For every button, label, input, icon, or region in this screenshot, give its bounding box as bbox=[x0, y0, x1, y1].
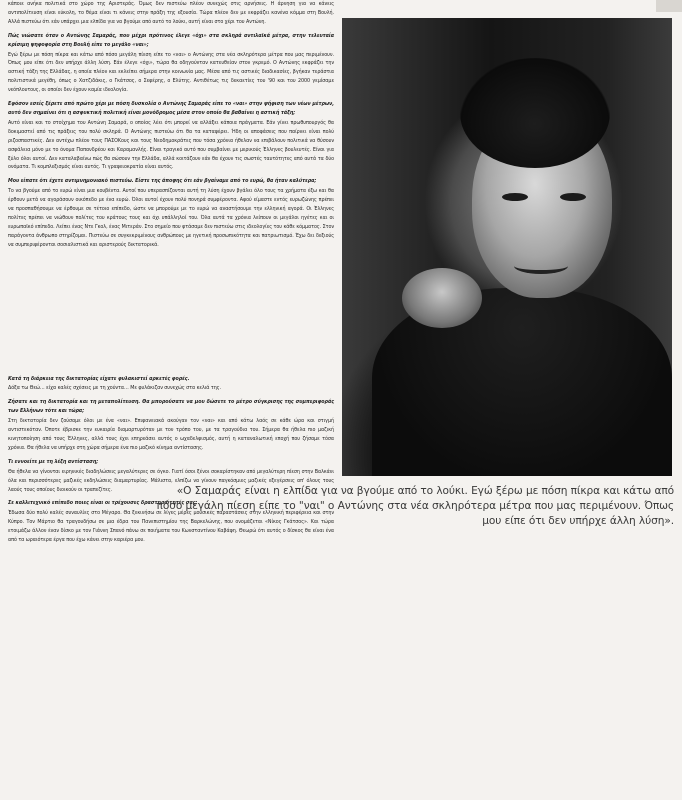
page-tab bbox=[656, 0, 682, 12]
answer-6: Θα ήθελα να γίνονται ειρηνικές διαδηλώσεις μεγαλύτερες σε όγκο. Γιατί όσοι ξένοι σοκαρίστηκαν από μεγαλύτερη πίεση στην Βαλκάνι όλα και περισσότερες μαζικές εκδηλώσεις διαμαρτυρίας. Μάλιστα, ελπίζω να γίνουν παγκόσμιες μαζικές εξεγέρσεις απ' όλους τους λαούς τους οποίους διοικούν οι τραπεζίτες. bbox=[8, 468, 334, 493]
answer-5: Στη δικτατορία δεν ζούσαμε όλοι με ένα «ναι». Επιφανειακά ακούγαν τον «ναι» και από κάτω λαός σε κάθε ώρα και στιγμή αντιστεκόταν. Όποτε έβρισκε την ευκαιρία διαμαρτυρόταν με τον τρόπο του, με τα τραγούδια του. Σήμερα θα ήθελα πιο μαζική κινητοποίηση από τους Έλληνες, αλλά τους έχει επηρεάσει αυτός ο ωχαδελφισμός, αυτή η καταναλωτική εποχή που ζήσαμε τόσα χρόνια. Θα ήθελα να υπήρχε στη χώρα σήμερα ένα πιο μαζικό κίνημα αντίστασης. bbox=[8, 418, 334, 451]
photo-hair-shape bbox=[460, 58, 610, 168]
portrait-photo bbox=[342, 18, 672, 476]
question-3: Μου είπατε ότι έχετε αντιμνημονιακό πιστεύω. Είστε της άποψης ότι εάν βγαίναμε από το ευρώ, θα ήταν καλύτερα; bbox=[8, 178, 317, 185]
answer-1: Εγώ ξέρω με πόση πίκρα και κάτω από πόσο μεγάλη πίεση είπε το «ναι» ο Αντώνης στα νέα σκληρότερα μέτρα που μας περιμένουν. Όπως μου είπε ότι δεν υπήρχε άλλη λύση. Εάν έλεγε «όχι», τώρα θα οδηγούνταν κατευθείαν στον γκρεμό. Ο Αντώνης εκφράζει την αστική τάξη της Ελλάδας, η οποία πλέον και εκλείπει σήμερα στην κοινωνία μας. Μέσα από τις αστικές διαδικασίες, βγήκαν τεράστια πολιτιστικά μεγέθη, όπως ο Χατζιδάκις, ο Γκάτσος, ο Σεφέρης, ο Ελύτης. Αντιθέτως τις δεκαετίες του '90 και του 2000 γεμίσαμε νεόπλουτους, οι οποίοι δεν έχουν καμία ιδεολογία. bbox=[8, 51, 334, 94]
question-6: Τι εννοείτε με τη λέξη αντίσταση; bbox=[8, 458, 99, 465]
intro-paragraph: κάποιε ανήκα πολιτικά στο χώρο της Αριστεράς. Όμως δεν πιστεύω πλέον συνεχώς στις αρνήσεις. Η άρνηση για να κάνεις αντιπολίτευση είναι εύκολη, το θέμα είναι τι κάνεις στην πράξη της εξουσία. Τώρα πλέον δεν με εκφράζει κανένα κόμμα στη Βουλή. Αλλά πιστεύω ότι εάν υπάρχει μια ελπίδα για να βγούμε από αυτό το λούκι, αυτή είναι στο χέρι του Αντώνη. bbox=[8, 1, 334, 25]
question-1: Πώς νιώσατε όταν ο Αντώνης Σαμαράς, που μέχρι πρότινος έλεγε «όχι» στα σκληρά αντιλαϊκά μέτρα, στην τελευταία κρίσιμη ψηφοφορία στη Βουλή είπε το μεγάλο «ναι»; bbox=[8, 32, 334, 48]
answer-4: Δόξα τω Θεώ… είχα καλές σχέσεις με τη χούντα… Με φυλάκιζαν συνεχώς στα κελιά της. bbox=[8, 385, 221, 392]
question-2: Εφόσον εσείς ξέρετε από πρώτο χέρι με πόση δυσκολία ο Αντώνης Σαμαράς είπε το «ναι» στην ψήφιση των νέων μέτρων, αυτό δεν σημαίνει ότι η ασφυκτική πολιτική είναι μονόδρομος μέσα στον οποίο θα βαθαίνει η αστική τάξη; bbox=[8, 101, 334, 116]
article-column bbox=[8, 0, 334, 550]
photo-eye-left bbox=[502, 193, 528, 201]
question-7: Σε καλλιτεχνικό επίπεδο ποιες είναι οι τρέχουσες δραστηριότητές σας; bbox=[8, 500, 198, 507]
pullquote-gap bbox=[8, 255, 334, 375]
photo-hand-shape bbox=[402, 268, 482, 328]
photo-mouth bbox=[514, 258, 568, 274]
pull-quote: «Ο Σαμαράς είναι η ελπίδα για να βγούμε από το λούκι. Εγώ ξέρω με πόση πίκρα και κάτω από πόσο μεγάλη πίεση είπε το "ναι" ο Αντώνης στα νέα σκληρότερα μέτρα που μας περιμένουν. Όπως μου είπε ότι δεν υπήρχε άλλη λύση». bbox=[156, 485, 674, 527]
photo-eye-right bbox=[560, 193, 586, 201]
answer-3: Το να βγούμε από το ευρώ είναι μια κουβέντα. Αυτοί που υπερασπίζονται αυτή τη λύση έχουν βγάλει όλο τους τα χρήματα έξω και θα έρθουν μετά να αγοράσουν οικόπεδο με ένα ευρώ. Όλοι αυτοί έχουν πολύ πονηρά συμφέροντα. Αφού είμαστε εντός ευρωζώνης πρέπει να προσπαθήσουμε να έρθουμε σε τέτοιο επίπεδο, ώστε να μπορούμε με το ευρώ να αναστήσουμε την ελληνική αγορά. Οι Έλληνες πολίτες πρέπει να νιώθουν πολίτες του κράτους τους και όχι υπάλληλοί του. Όλα αυτά τα χρόνια λείπουν οι μεγάλοι ηγέτες και οι ευρωπαϊκό επίπεδο. Λείπει ένας Ντε Γκολ, ένας Μιτεράν. Στο σημείο που φτάσαμε δεν πιστεύω στις ιδεολογίες του κάθε κόμματος. Στον παράγοντα άνθρωπο στηρίζομαι. Πιστεύω σε συγκεκριμένους ανθρώπους με ηγετική προσωπικότητα και πατριωτισμό. Έχω δει δεξιούς να συμπεριφέρονται σοσιαλιστικά και αριστερούς δικτατορικά. bbox=[8, 188, 334, 248]
answer-2: Αυτό είναι και το στοίχημα του Αντώνη Σαμαρά, ο οποίος λέει ότι μπορεί να αλλάξει κάποια πράγματα. Εάν γίνει πρωθυπουργός θα δοκιμαστεί από τις πράξεις του πολύ σκληρά. Ο Αντώνης πιστεύω ότι θα τα καταφέρει. Ήδη οι αποφάσεις που παίρνει είναι πολύ ριζοσπαστικές. Δεν αντέχω πλέον τους ΠΑΣΟΚους και τους Νεοδημοκράτες που τόσα χρόνια ήθελαν να επιβάλουν πολιτικά να θύσουν ασφάλεια μόνο με το όνομα Παπανδρέου και Καραμανλής. Είναι τραγικό αυτό που συμβαίνει με μερικούς Έλληνες βουλευτές. Είναι για ξύλο όλοι αυτοί. Δεν καταλαβαίνω πώς θα σώσουν την Ελλάδα, αλλά κοιτάζουν εάν θα έχουν τις σωστές ταυτότητες από αυτά τα δύο ονόματα. Τι κομπλεξισμός είναι αυτός. Τι γραφειοκρατία είναι αυτός. bbox=[8, 119, 334, 171]
question-4: Κατά τη διάρκεια της δικτατορίας είχατε φυλακιστεί αρκετές φορές. bbox=[8, 375, 190, 382]
question-5: Ζήσατε και τη δικτατορία και τη μεταπολίτευση. Θα μπορούσατε να μου δώσετε το μέτρο σύγκρισης της συμπεριφοράς των Ελλήνων τότε και τώρα; bbox=[8, 399, 334, 415]
answer-7: Έδωσα δύο πολύ καλές συναυλίες στο Μέγαρο. Θα ξεκινήσω σε λίγες μέρες μουσικές παραστάσεις στην ελληνική περιφέρεια και στην Κύπρο. Τον Μάρτιο θα τραγουδήσω σε μια έδρα του Πανεπιστημίου της Βαρκελώνης, που ονομάζεται «Νίκος Γκάτσος». Και τώρα ετοιμάζω άλλον έναν δίσκο με τον Γιάννη Σπανό πάνω σε ποιήματα του Κωνσταντίνου Καβάφη. Θεωρώ ότι αυτός ο δίσκος θα είναι ένα από τα ωραιότερα έργα που έχω κάνει στην καριέρα μου. bbox=[8, 510, 334, 544]
